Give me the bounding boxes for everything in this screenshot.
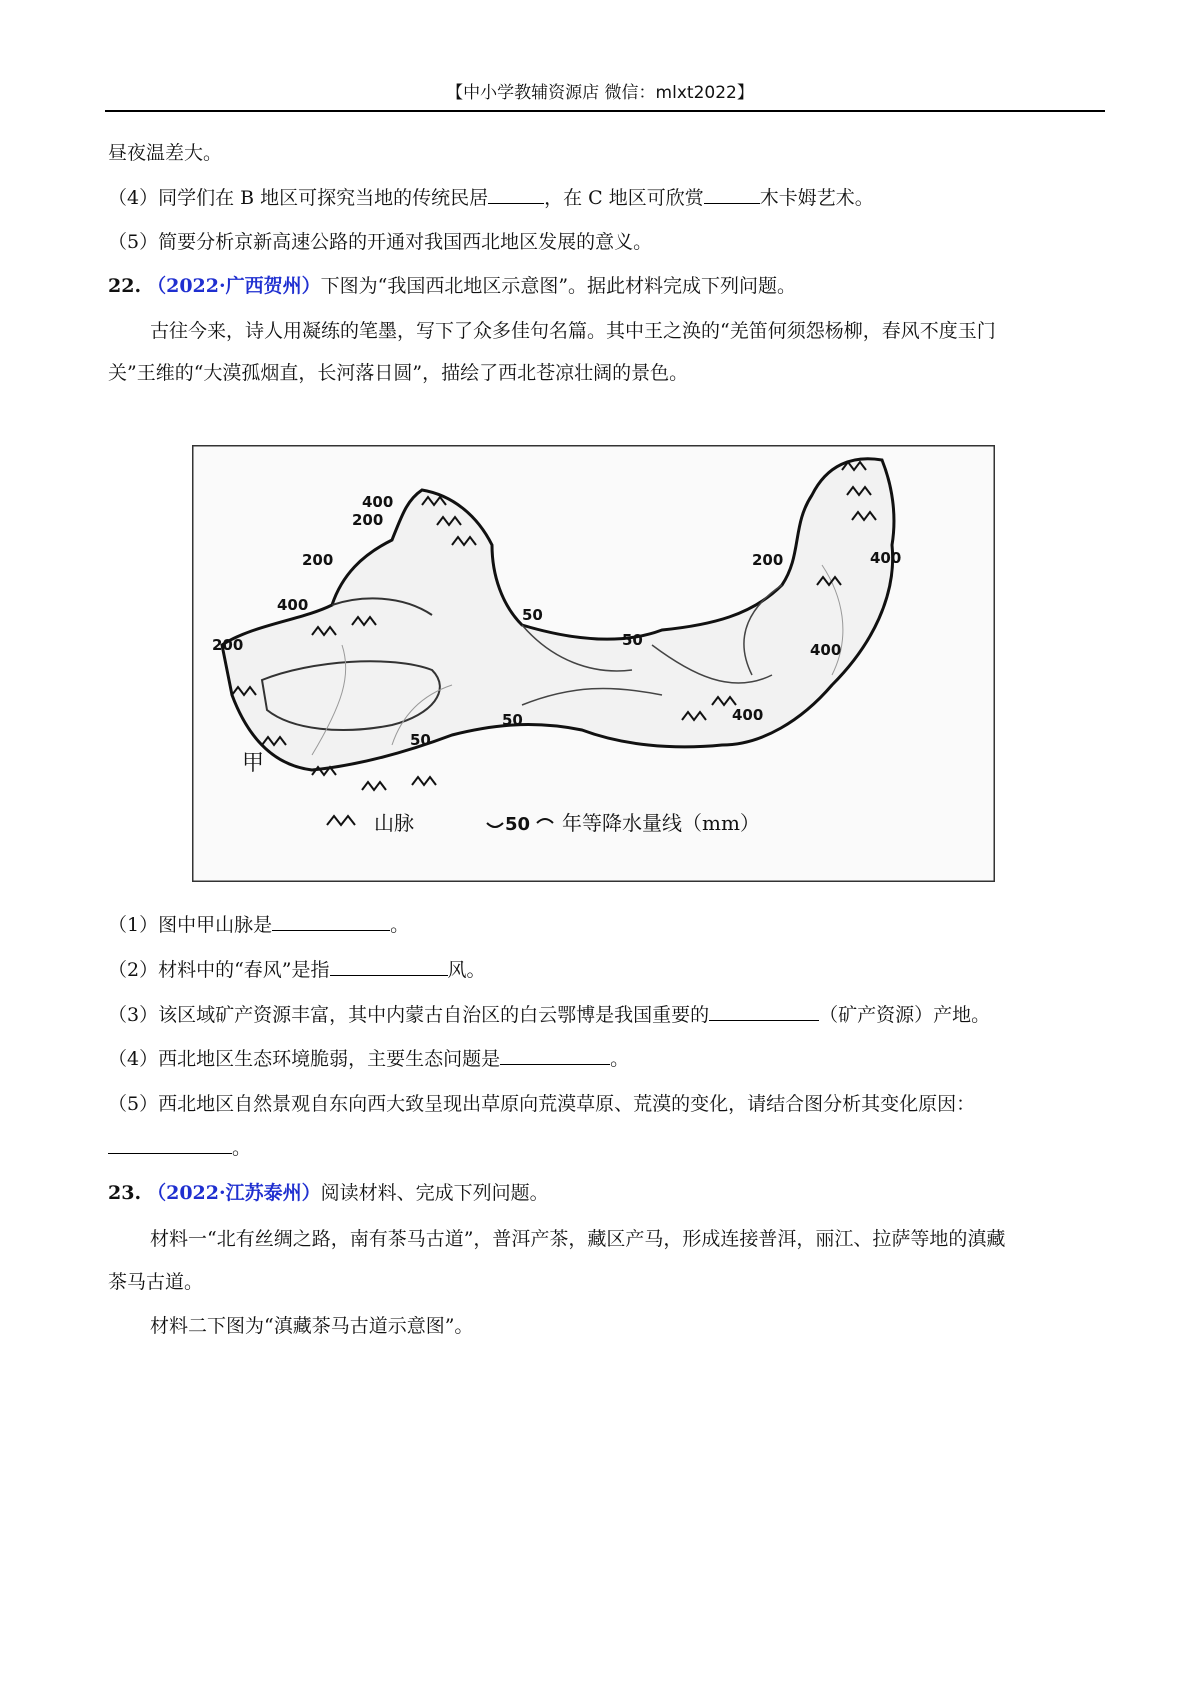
question-21-4 (108, 185, 874, 211)
text: ，在 C 地区可欣赏 (544, 187, 704, 209)
isoline-label: 400 (870, 549, 902, 567)
answer-blank[interactable] (704, 185, 760, 204)
legend-isoline-value: 50 (505, 814, 531, 835)
text: 。 (232, 1137, 252, 1159)
page-header: 【中小学教辅资源店 微信：mlxt2022】 (446, 83, 754, 103)
text: 。 (610, 1048, 630, 1070)
question-source: （2022·江苏泰州） (147, 1182, 321, 1204)
northwest-china-map (192, 445, 995, 882)
question-text: 阅读材料、完成下列问题。 (320, 1182, 549, 1204)
isoline-label: 200 (752, 551, 784, 569)
question-22-5: （5）西北地区自然景观自东向西大致呈现出草原向荒漠草原、荒漠的变化，请结合图分析其变化原因： (108, 1093, 976, 1115)
answer-blank[interactable] (330, 957, 448, 976)
text: 风。 (447, 959, 486, 981)
question-22-4 (108, 1046, 629, 1072)
legend-isoline-label: 年等降水量线（mm） (562, 811, 760, 835)
text: 木卡姆艺术。 (759, 187, 874, 209)
question-22-5-answer (108, 1135, 251, 1161)
legend-mountain-label: 山脉 (374, 811, 414, 835)
material-line: 古往今来，诗人用凝练的笔墨，写下了众多佳句名篇。其中王之涣的“羌笛何须怨杨柳，春风不度玉门 (150, 320, 996, 342)
answer-blank[interactable] (709, 1002, 819, 1021)
question-22-2 (108, 957, 486, 983)
answer-blank[interactable] (488, 185, 544, 204)
material-line: 茶马古道。 (108, 1271, 204, 1293)
text: 。 (390, 914, 410, 936)
question-text: 下图为“我国西北地区示意图”。据此材料完成下列问题。 (320, 275, 797, 297)
text: （2）材料中的“春风”是指 (108, 959, 330, 981)
question-21-5: （5）简要分析京新高速公路的开通对我国西北地区发展的意义。 (108, 231, 653, 253)
material-line: 材料一“北有丝绸之路，南有茶马古道”，普洱产茶，藏区产马，形成连接普洱，丽江、拉萨等地的滇藏 (150, 1228, 1006, 1250)
isoline-label: 400 (810, 641, 842, 659)
isoline-label: 400 (277, 596, 309, 614)
isoline-label: 400 (732, 706, 764, 724)
text: （1）图中甲山脉是 (108, 914, 273, 936)
question-22-heading (108, 273, 796, 299)
question-22-1 (108, 912, 409, 938)
isoline-label: 50 (410, 731, 431, 749)
answer-blank[interactable] (500, 1046, 610, 1065)
text: （矿产资源）产地。 (819, 1004, 991, 1026)
isoline-label: 50 (622, 631, 643, 649)
question-22-3 (108, 1002, 990, 1028)
label-jia: 甲 (242, 751, 265, 776)
material-line: 材料二下图为“滇藏茶马古道示意图”。 (150, 1315, 474, 1337)
material-line: 关”王维的“大漠孤烟直，长河落日圆”，描绘了西北苍凉壮阔的景色。 (108, 362, 689, 384)
isoline-label: 200 (302, 551, 334, 569)
text: （3）该区域矿产资源丰富，其中内蒙古自治区的白云鄂博是我国重要的 (108, 1004, 710, 1026)
question-source: （2022·广西贺州） (147, 275, 321, 297)
header-rule (105, 110, 1105, 112)
question-number: 22. (108, 275, 142, 297)
text-line: 昼夜温差大。 (108, 142, 223, 164)
question-23-heading (108, 1180, 549, 1206)
isoline-label: 200 (352, 511, 384, 529)
isoline-label: 200 (212, 636, 244, 654)
answer-blank[interactable] (272, 912, 390, 931)
text: （4）同学们在 B 地区可探究当地的传统民居 (108, 187, 489, 209)
isoline-label: 50 (522, 606, 543, 624)
text: （4）西北地区生态环境脆弱，主要生态问题是 (108, 1048, 501, 1070)
answer-blank[interactable] (108, 1135, 232, 1154)
isoline-label: 50 (502, 711, 523, 729)
question-number: 23. (108, 1182, 142, 1204)
isoline-label: 400 (362, 493, 394, 511)
